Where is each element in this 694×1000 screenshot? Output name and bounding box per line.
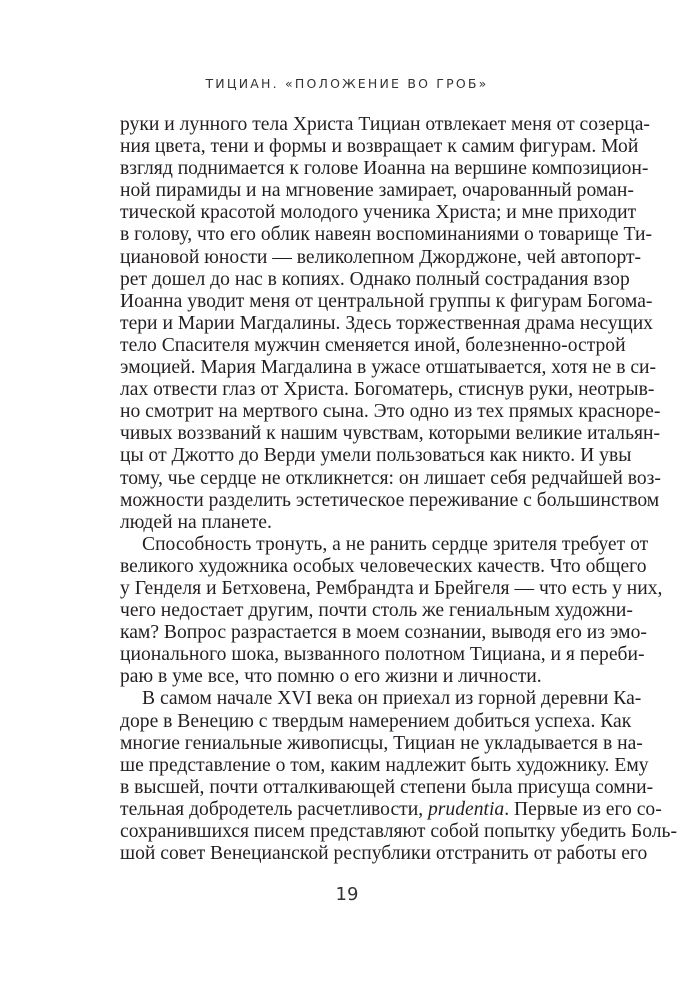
text-line: рет дошел до нас в копиях. Однако полный сострадания взор	[120, 268, 630, 290]
text-run: . Первые из его со-	[504, 798, 662, 820]
text-line: можности разделить эстетическое переживание с большинством	[120, 489, 660, 511]
text-line: шой совет Венецианской республики отстранить от работы его	[120, 843, 648, 865]
text-line: Иоанна уводит меня от центральной группы к фигурам Богома-	[120, 290, 653, 312]
text-line: но смотрит на мертвого сына. Это одно из тех прямых красноре-	[120, 401, 661, 423]
text-line: чего недостает другим, почти столь же гениальным художни-	[120, 600, 633, 622]
text-line: сохранившихся писем представляют собой попытку убедить Боль-	[120, 821, 677, 842]
text-line: ционального шока, вызванного полотном Тициана, и я переби-	[120, 644, 645, 666]
text-line: доре в Венецию с твердым намерением добиться успеха. Как	[120, 710, 632, 732]
page-number: 19	[335, 884, 359, 905]
text-line: раю в уме все, что помню о его жизни и личности.	[120, 666, 542, 688]
paragraph	[120, 114, 661, 534]
text-line	[120, 798, 662, 821]
text-line: великого художника особых человеческих качеств. Что общего	[120, 555, 647, 577]
text-line: тической красотой молодого ученика Христа; и мне приходит	[120, 202, 637, 224]
text-line: в голову, что его облик навеян воспоминаниями о товарище Ти-	[120, 224, 652, 246]
text-line: циановой юности — великолепном Джорджоне, чей автопорт-	[120, 246, 642, 268]
text-line: эмоцией. Мария Магдалина в ужасе отшатывается, хотя не в си-	[120, 357, 657, 379]
text-line: ния цвета, тени и формы и возвращает к самим фигурам. Мой	[120, 136, 639, 158]
body-text	[120, 114, 677, 865]
text-line: В самом начале XVI века он приехал из горной деревни Ка-	[142, 688, 642, 710]
text-line: ной пирамиды и на мгновение замирает, очарованный роман-	[120, 180, 634, 202]
text-line: людей на планете.	[120, 511, 272, 533]
text-line: кам? Вопрос разрастается в моем сознании, выводя его из эмо-	[120, 622, 647, 644]
text-line: ше представление о том, каким надлежит быть художнику. Ему	[120, 754, 649, 776]
text-line: лах отвести глаз от Христа. Богоматерь, стиснув руки, неотрыв-	[120, 379, 655, 401]
paragraph	[120, 688, 677, 865]
text-line: цы от Джотто до Верди умели пользоваться как никто. И увы	[120, 445, 632, 467]
text-line: тело Спасителя мужчин сменяется иной, болезненно-острой	[120, 334, 626, 356]
text-run: тельная добродетель расчетливости,	[120, 798, 428, 820]
text-line: чивых воззваний к нашим чувствам, которыми великие итальян-	[120, 423, 661, 445]
text-line: взгляд поднимается к голове Иоанна на вершине композицион-	[120, 158, 649, 180]
text-line: руки и лунного тела Христа Тициан отвлекает меня от созерца-	[120, 114, 650, 135]
text-line: у Генделя и Бетховена, Рембрандта и Брейгеля — что есть у них,	[120, 577, 663, 599]
text-line: тери и Марии Магдалины. Здесь торжественная драма несущих	[120, 312, 653, 334]
paragraph	[120, 533, 663, 689]
running-header: ТИЦИАН. «ПОЛОЖЕНИЕ ВО ГРОБ»	[205, 76, 489, 91]
text-line: Способность тронуть, а не ранить сердце зрителя требует от	[142, 533, 649, 555]
text-line: тому, чье сердце не откликнется: он лишает себя редчайшей воз-	[120, 467, 661, 489]
text-line: многие гениальные живописцы, Тициан не укладывается в на-	[120, 732, 643, 754]
text-line: в высшей, почти отталкивающей степени была присуща сомни-	[120, 776, 654, 798]
italic-term: prudentia	[428, 798, 505, 820]
